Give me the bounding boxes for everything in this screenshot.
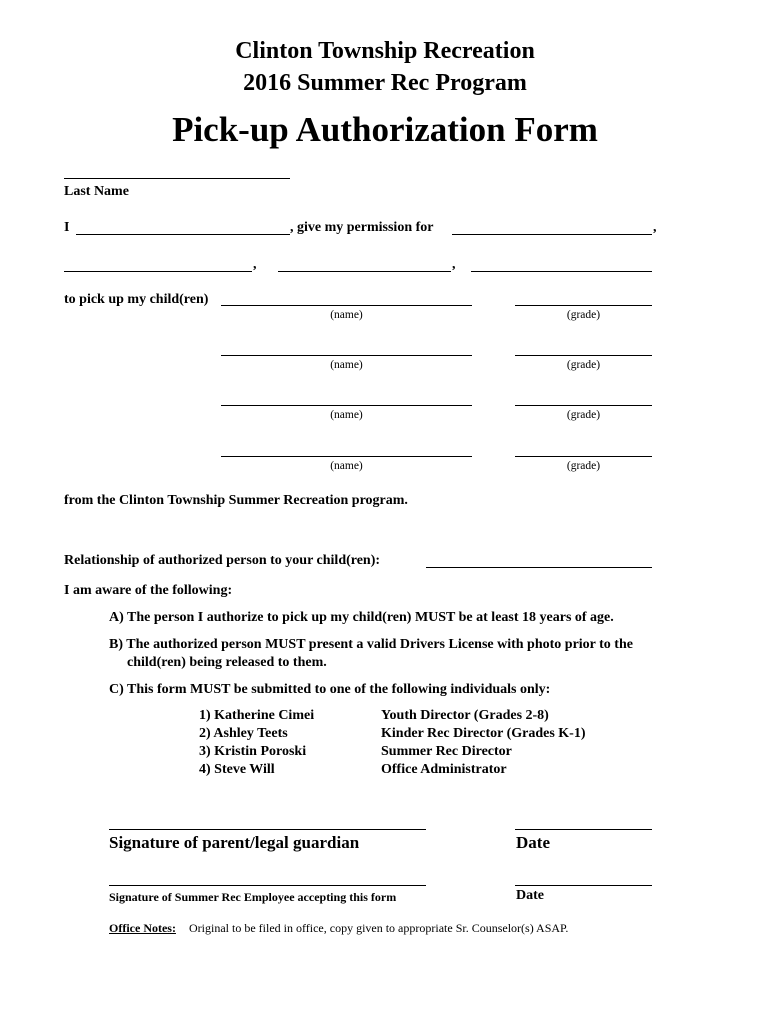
name-caption: (name) bbox=[330, 309, 363, 321]
authorized-person-line-2[interactable] bbox=[64, 271, 252, 272]
authorized-person-line-3[interactable] bbox=[278, 271, 451, 272]
relationship-label: Relationship of authorized person to your child(ren): bbox=[64, 553, 381, 568]
name-caption: (name) bbox=[330, 359, 363, 371]
contact-role: Office Administrator bbox=[381, 762, 507, 777]
contact-name: 1) Katherine Cimei bbox=[199, 708, 315, 723]
item-c: C) This form MUST be submitted to one of the following individuals only: bbox=[109, 682, 551, 697]
contact-name: 2) Ashley Teets bbox=[199, 726, 288, 741]
parent-signature-line[interactable] bbox=[109, 829, 426, 830]
name-caption: (name) bbox=[330, 460, 363, 472]
authorized-person-line-1[interactable] bbox=[452, 234, 652, 235]
program-title: 2016 Summer Rec Program bbox=[243, 70, 527, 96]
contact-name: 4) Steve Will bbox=[199, 762, 275, 777]
item-b-line2: child(ren) being released to them. bbox=[127, 655, 327, 670]
permission-text: , give my permission for bbox=[290, 220, 434, 235]
office-notes-text: Original to be filed in office, copy given to appropriate Sr. Counselor(s) ASAP. bbox=[189, 921, 569, 935]
contact-name: 3) Kristin Poroski bbox=[199, 744, 307, 759]
employee-date-line[interactable] bbox=[515, 885, 652, 886]
parent-name-line[interactable] bbox=[76, 234, 290, 235]
parent-signature-label: Signature of parent/legal guardian bbox=[109, 833, 360, 852]
program-sentence: from the Clinton Township Summer Recreation program. bbox=[64, 493, 408, 508]
office-notes-label: Office Notes: bbox=[109, 921, 176, 935]
authorized-person-line-4[interactable] bbox=[471, 271, 652, 272]
child-name-line-4[interactable] bbox=[221, 456, 472, 457]
grade-caption: (grade) bbox=[566, 359, 601, 371]
pickup-label: to pick up my child(ren) bbox=[64, 292, 209, 307]
child-name-line-3[interactable] bbox=[221, 405, 472, 406]
organization-title: Clinton Township Recreation bbox=[235, 38, 535, 64]
employee-signature-line[interactable] bbox=[109, 885, 426, 886]
permission-prefix: I bbox=[64, 220, 70, 235]
contact-role: Summer Rec Director bbox=[381, 744, 512, 759]
comma: , bbox=[452, 257, 456, 272]
comma: , bbox=[253, 257, 257, 272]
item-a: A) The person I authorize to pick up my child(ren) MUST be at least 18 years of age. bbox=[109, 610, 614, 625]
name-caption: (name) bbox=[330, 409, 363, 421]
awareness-heading: I am aware of the following: bbox=[64, 583, 233, 598]
grade-caption: (grade) bbox=[566, 460, 601, 472]
form-title: Pick-up Authorization Form bbox=[172, 110, 598, 149]
last-name-label: Last Name bbox=[64, 184, 129, 199]
grade-caption: (grade) bbox=[566, 309, 601, 321]
comma: , bbox=[653, 220, 657, 235]
parent-date-line[interactable] bbox=[515, 829, 652, 830]
child-name-line-2[interactable] bbox=[221, 355, 472, 356]
grade-caption: (grade) bbox=[566, 409, 601, 421]
child-grade-line-1[interactable] bbox=[515, 305, 652, 306]
parent-date-label: Date bbox=[516, 833, 550, 852]
last-name-line[interactable] bbox=[64, 178, 290, 179]
child-grade-line-3[interactable] bbox=[515, 405, 652, 406]
employee-signature-label: Signature of Summer Rec Employee accepting this form bbox=[109, 890, 397, 904]
contact-role: Youth Director (Grades 2-8) bbox=[381, 708, 549, 723]
relationship-line[interactable] bbox=[426, 567, 652, 568]
employee-date-label: Date bbox=[516, 888, 544, 903]
contact-role: Kinder Rec Director (Grades K-1) bbox=[381, 726, 586, 741]
child-grade-line-4[interactable] bbox=[515, 456, 652, 457]
child-name-line-1[interactable] bbox=[221, 305, 472, 306]
child-grade-line-2[interactable] bbox=[515, 355, 652, 356]
item-b-line1: B) The authorized person MUST present a valid Drivers License with photo prior to the bbox=[109, 637, 633, 652]
